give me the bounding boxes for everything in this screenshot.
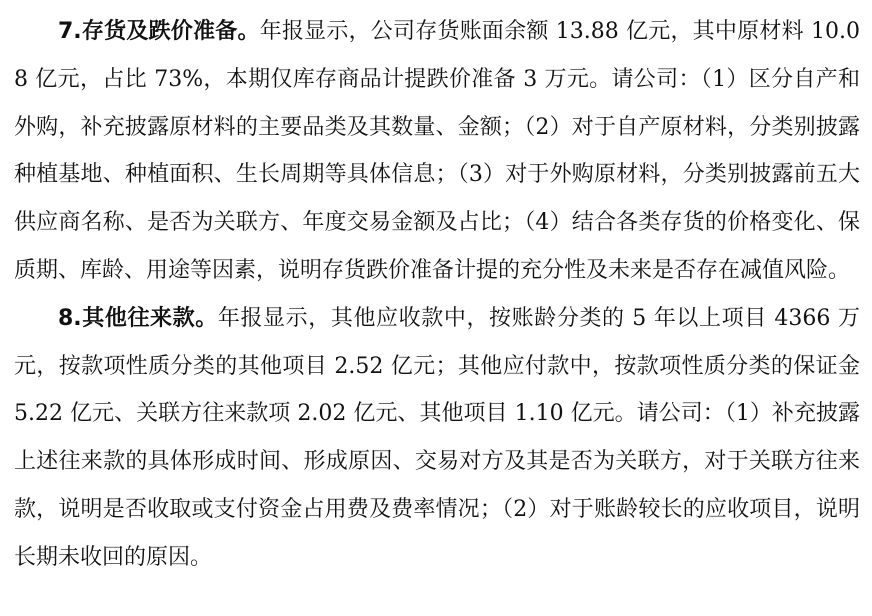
section-text: 年报显示，公司存货账面余额 13.88 亿元，其中原材料 10.08 亿元，占比 73%，本期仅库存商品计提跌价准备 3 万元。请公司：（1）区分自产和外购，补充披露原材料的主要品类及其数量、金额；（2）对于自产原材料，分类别披露种植基地、种植面积、生长周期等具体信息；（3）对于外购原材料，分类别披露前五大供应商名称、是否为关联方、年度交易金额及占比；（4）结合各类存货的价格变化、保质期、库龄、用途等因素，说明存货跌价准备计提的充分性及未来是否存在减值风险。 bbox=[14, 19, 860, 283]
section-heading: 7.存货及跌价准备。 bbox=[58, 19, 260, 44]
section-other-receivables-payables bbox=[14, 295, 860, 582]
section-text: 年报显示，其他应收款中，按账龄分类的 5 年以上项目 4366 万元，按款项性质分类的其他项目 2.52 亿元；其他应付款中，按款项性质分类的保证金 5.22 亿元、关联方往来款项 2.02 亿元、其他项目 1.10 亿元。请公司：（1）补充披露上述往来款的具体形成时间、形成原因、交易对方及其是否为关联方，对于关联方往来款，说明是否收取或支付资金占用费及费率情况；（2）对于账龄较长的应收项目，说明长期未收回的原因。 bbox=[14, 305, 860, 570]
section-heading: 8.其他往来款。 bbox=[58, 305, 218, 331]
document-body bbox=[14, 8, 860, 582]
section-inventory bbox=[14, 8, 860, 295]
